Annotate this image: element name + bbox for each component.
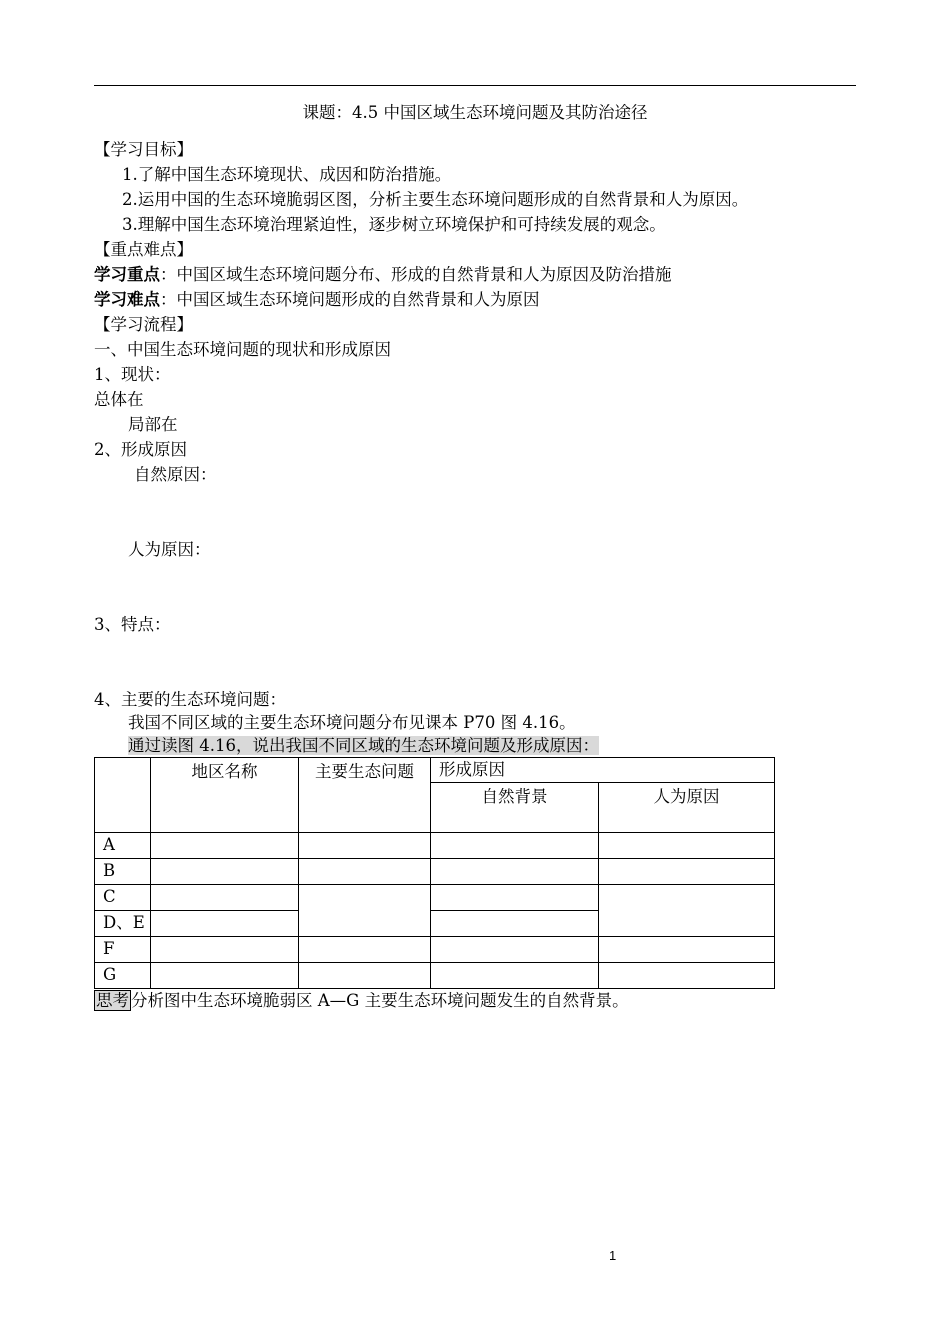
page-number: 1 [609,1248,617,1263]
focus-label: 学习重点 [94,265,160,284]
focus-line [94,264,672,286]
table-row [95,885,775,911]
answer-cell[interactable] [151,833,299,859]
answer-cell[interactable] [151,859,299,885]
objective-1: 1.了解中国生态环境现状、成因和防治措施。 [122,165,452,184]
process-header: 【学习流程】 [94,315,193,334]
answer-cell[interactable] [431,859,599,885]
row-label: G [95,963,151,989]
col-natural-header: 自然背景 [431,783,599,833]
answer-cell[interactable] [431,963,599,989]
answer-cell[interactable] [431,911,599,937]
task-text [128,735,599,757]
answer-cell[interactable] [599,833,775,859]
think-line [94,990,629,1012]
answer-cell[interactable] [599,937,775,963]
objective-2: 2.运用中国的生态环境脆弱区图，分析主要生态环境问题形成的自然背景和人为原因。 [122,190,749,209]
human-cause-prompt: 人为原因： [128,540,211,559]
difficulty-label: 学习难点 [94,290,160,309]
answer-cell[interactable] [299,859,431,885]
col-problem-header: 主要生态问题 [299,758,431,833]
table-row [95,963,775,989]
local-prompt: 局部在 [128,415,178,434]
problems-table [94,757,775,989]
objectives-header: 【学习目标】 [94,140,193,159]
answer-cell[interactable] [599,859,775,885]
difficulty-line [94,289,540,311]
main-problems-heading: 4、主要的生态环境问题： [94,690,286,709]
features-heading: 3、特点： [94,615,171,634]
answer-cell[interactable] [599,885,775,937]
answer-cell[interactable] [431,833,599,859]
status-heading: 1、现状： [94,365,171,384]
answer-cell[interactable] [151,937,299,963]
header-rule [94,85,856,86]
task-highlight: 通过读图 4.16，说出我国不同区域的生态环境问题及形成原因： [128,736,599,755]
section-1-heading: 一、中国生态环境问题的现状和形成原因 [94,340,391,359]
focus-text: ：中国区域生态环境问题分布、形成的自然背景和人为原因及防治措施 [160,265,672,284]
difficulty-text: ：中国区域生态环境问题形成的自然背景和人为原因 [160,290,540,309]
row-label: A [95,833,151,859]
objective-3: 3.理解中国生态环境治理紧迫性，逐步树立环境保护和可持续发展的观念。 [122,215,666,234]
answer-cell[interactable] [431,937,599,963]
table-corner-cell [95,758,151,833]
row-label: C [95,885,151,911]
row-label: B [95,859,151,885]
overall-prompt: 总体在 [94,390,144,409]
col-cause-header: 形成原因 [431,758,775,783]
answer-cell[interactable] [299,885,431,937]
think-text: 分析图中生态环境脆弱区 A—G 主要生态环境问题发生的自然背景。 [131,991,629,1010]
col-human-header: 人为原因 [599,783,775,833]
table-row [95,859,775,885]
answer-cell[interactable] [151,911,299,937]
reference-text: 我国不同区域的主要生态环境问题分布见课本 P70 图 4.16。 [128,713,576,732]
key-points-header: 【重点难点】 [94,240,193,259]
page-title: 课题：4.5 中国区域生态环境问题及其防治途径 [302,103,648,122]
answer-cell[interactable] [299,833,431,859]
think-label: 思考 [96,991,129,1010]
natural-cause-prompt: 自然原因： [134,465,217,484]
table-row [95,937,775,963]
row-label: F [95,937,151,963]
answer-cell[interactable] [151,885,299,911]
row-label: D、E [95,911,151,937]
causes-heading: 2、形成原因 [94,440,187,459]
table-row [95,833,775,859]
col-region-header: 地区名称 [151,758,299,833]
answer-cell[interactable] [299,937,431,963]
answer-cell[interactable] [599,963,775,989]
answer-cell[interactable] [431,885,599,911]
answer-cell[interactable] [299,963,431,989]
answer-cell[interactable] [151,963,299,989]
